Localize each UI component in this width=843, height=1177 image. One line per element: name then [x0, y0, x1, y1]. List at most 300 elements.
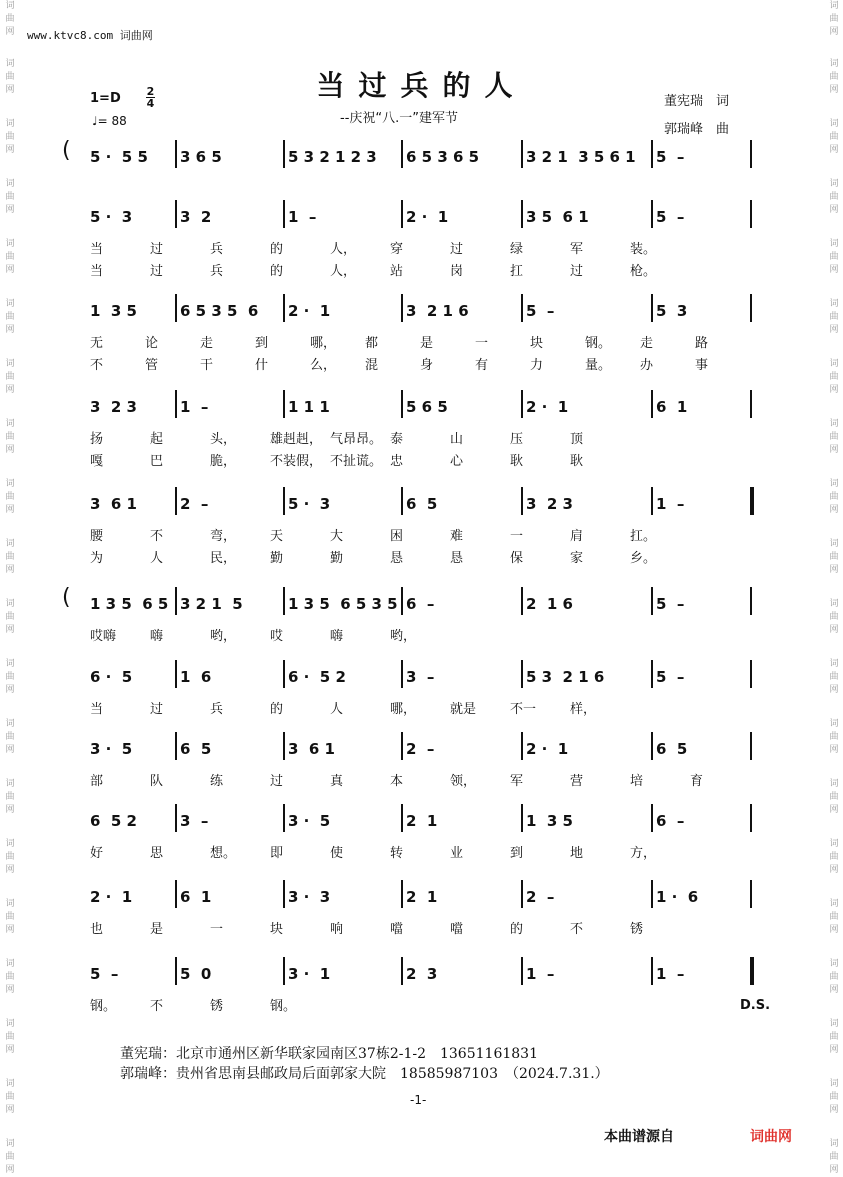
lyric-word: 民，	[210, 551, 237, 566]
lyric-word: 绿	[510, 242, 524, 257]
measure-notes: 1 · 6	[656, 888, 699, 906]
lyrics-row-1	[60, 625, 770, 643]
lyric-word: 站	[390, 264, 404, 279]
barline	[521, 804, 523, 832]
watermark-text: 词曲网	[829, 59, 839, 95]
measure-notes: 2 1	[406, 812, 438, 830]
notes-row	[60, 740, 770, 766]
barline	[750, 294, 752, 322]
lyric-word: 山	[450, 432, 464, 447]
measure-notes: 5 –	[656, 668, 685, 686]
measure-notes: 2 –	[180, 495, 209, 513]
lyrics-row-1	[60, 525, 770, 543]
measure-notes: 2 3	[406, 965, 438, 983]
measure-notes: 5 3 2 1 6	[526, 668, 605, 686]
lyric-word: 锈	[210, 999, 224, 1014]
measure-notes: 3 6 1	[90, 495, 137, 513]
barline	[750, 200, 752, 228]
barline	[521, 200, 523, 228]
watermark-text: 词曲网	[5, 299, 15, 335]
lyric-word: 乡。	[630, 551, 657, 566]
lyrics-row-1	[60, 842, 770, 860]
lyrics-row-1	[60, 698, 770, 716]
barline	[651, 390, 653, 418]
lyric-word: 练	[210, 774, 224, 789]
lyrics-row-1	[60, 428, 770, 446]
measure-notes: 2 · 1	[406, 208, 449, 226]
barline	[401, 957, 403, 985]
lyrics-row-2	[60, 450, 770, 468]
lyric-word: 营	[570, 774, 584, 789]
barline	[401, 587, 403, 615]
watermark-text: 词曲网	[5, 779, 15, 815]
lyric-word: 思	[150, 846, 164, 861]
lyric-word: 无	[90, 336, 104, 351]
barline	[750, 390, 752, 418]
watermark-text: 词曲网	[829, 959, 839, 995]
lyric-word: 样，	[570, 702, 597, 717]
notes-row	[60, 812, 770, 838]
watermark-text: 词曲网	[829, 359, 839, 395]
measure-notes: 1 6	[180, 668, 212, 686]
measure-notes: 2 · 1	[526, 398, 569, 416]
barline	[750, 957, 754, 985]
lyric-word: 混	[365, 358, 379, 373]
measure-notes: 3 6 1	[288, 740, 335, 758]
barline	[651, 660, 653, 688]
barline	[283, 587, 285, 615]
watermark-text: 词曲网	[5, 479, 15, 515]
lyric-word: 的	[270, 264, 284, 279]
lyric-word: 一	[210, 922, 224, 937]
watermark-text: 词曲网	[5, 1019, 15, 1055]
barline	[521, 487, 523, 515]
barline	[283, 804, 285, 832]
watermark-text: 词曲网	[829, 1139, 839, 1175]
page-number: -1-	[410, 1093, 427, 1107]
lyric-word: 过	[570, 264, 584, 279]
lyric-word: 本	[390, 774, 404, 789]
barline	[283, 487, 285, 515]
lyric-word: 的	[270, 242, 284, 257]
watermark-text: 词曲网	[5, 239, 15, 275]
watermark-text: 词曲网	[5, 839, 15, 875]
lyric-word: 哟，	[210, 629, 237, 644]
lyric-word: 就是	[450, 702, 477, 717]
lyric-word: 扛	[510, 264, 524, 279]
lyric-word: 的	[510, 922, 524, 937]
lyric-word: 路	[695, 336, 709, 351]
lyric-word: 人	[330, 702, 344, 717]
barline	[521, 732, 523, 760]
measure-notes: 6 –	[656, 812, 685, 830]
measure-notes: 1 –	[656, 965, 685, 983]
measure-notes: 3 2	[180, 208, 212, 226]
measure-notes: 3 2 1 5	[180, 595, 243, 613]
measure-notes: 5 –	[526, 302, 555, 320]
watermark-text: 词曲网	[5, 419, 15, 455]
lyric-word: 嗨	[330, 629, 344, 644]
barline	[283, 294, 285, 322]
tempo-mark: ♩= 88	[92, 114, 127, 128]
measure-notes: 6 5	[180, 740, 212, 758]
watermark-text: 词曲网	[5, 59, 15, 95]
watermark-text: 词曲网	[5, 179, 15, 215]
measure-notes: 1 –	[180, 398, 209, 416]
barline	[283, 390, 285, 418]
barline	[175, 294, 177, 322]
measure-notes: 5 –	[656, 148, 685, 166]
measure-notes: 6 5 2	[90, 812, 137, 830]
barline	[175, 660, 177, 688]
lyric-word: 干	[200, 358, 214, 373]
watermark-text: 词曲网	[5, 1139, 15, 1175]
lyrics-row-1	[60, 332, 770, 350]
lyric-word: 过	[150, 264, 164, 279]
lyric-word: 扬	[90, 432, 104, 447]
lyrics-row-2	[60, 547, 770, 565]
barline	[750, 487, 754, 515]
barline	[521, 140, 523, 168]
watermark-text: 词曲网	[5, 119, 15, 155]
watermark-text: 词曲网	[5, 659, 15, 695]
lyric-word: 什	[255, 358, 269, 373]
lyricist-credit: 董宪瑞 词	[664, 94, 730, 109]
lyric-word: 是	[420, 336, 434, 351]
watermark-text: 词曲网	[829, 1, 839, 37]
lyric-word: 好	[90, 846, 104, 861]
repeat-paren-open: (	[62, 585, 71, 610]
measure-notes: 5 0	[180, 965, 212, 983]
lyrics-row-1	[60, 995, 770, 1013]
lyric-word: 噹	[450, 922, 464, 937]
lyric-word: 困	[390, 529, 404, 544]
lyric-word: 耿	[510, 454, 524, 469]
lyric-word: 保	[510, 551, 524, 566]
watermark-text: 词曲网	[5, 1, 15, 37]
watermark-text: 词曲网	[829, 299, 839, 335]
lyric-word: 是	[150, 922, 164, 937]
measure-notes: 5 3	[656, 302, 688, 320]
measure-notes: 1 –	[656, 495, 685, 513]
measure-notes: 5 –	[90, 965, 119, 983]
lyrics-row-2	[60, 260, 770, 278]
watermark-text: 词曲网	[5, 719, 15, 755]
lyric-word: 的	[270, 702, 284, 717]
barline	[175, 200, 177, 228]
notes-row	[60, 888, 770, 914]
lyric-word: 想。	[210, 846, 237, 861]
watermark-text: 词曲网	[829, 599, 839, 635]
barline	[651, 294, 653, 322]
measure-notes: 5 · 3	[90, 208, 133, 226]
time-signature	[146, 86, 155, 109]
lyric-word: 嘎	[90, 454, 104, 469]
watermark-text: 词曲网	[829, 479, 839, 515]
notes-row	[60, 585, 770, 621]
lyric-word: 有	[475, 358, 489, 373]
barline	[750, 140, 752, 168]
watermark-text: 词曲网	[5, 359, 15, 395]
lyric-word: 泰	[390, 432, 404, 447]
measure-notes: 5 6 5	[406, 398, 448, 416]
lyric-word: 耿	[570, 454, 584, 469]
lyric-word: 块	[270, 922, 284, 937]
footer-line-1: 董宪瑞：北京市通州区新华联家园南区37栋2-1-2 13651161831	[120, 1046, 538, 1062]
measure-notes: 3 2 1 6	[406, 302, 469, 320]
lyric-word: 气昂昂。	[330, 432, 383, 447]
barline	[401, 487, 403, 515]
watermark-text: 词曲网	[5, 899, 15, 935]
lyric-word: 使	[330, 846, 344, 861]
lyric-word: 勤	[330, 551, 344, 566]
measure-notes: 1 –	[288, 208, 317, 226]
lyric-word: 不	[570, 922, 584, 937]
barline	[750, 732, 752, 760]
site-url[interactable]: www.ktvc8.com 词曲网	[27, 29, 153, 42]
lyric-word: 人，	[330, 242, 357, 257]
lyric-word: 转	[390, 846, 404, 861]
barline	[401, 140, 403, 168]
measure-notes: 6 1	[180, 888, 212, 906]
lyric-word: 腰	[90, 529, 104, 544]
measure-notes: 3 · 1	[288, 965, 331, 983]
lyric-word: 钢。	[90, 999, 117, 1014]
barline	[283, 200, 285, 228]
barline	[750, 660, 752, 688]
barline	[401, 200, 403, 228]
measure-notes: 2 –	[406, 740, 435, 758]
barline	[401, 294, 403, 322]
notes-row	[60, 668, 770, 694]
lyric-word: 事	[695, 358, 709, 373]
measure-notes: 6 · 5 2	[288, 668, 346, 686]
measure-notes: 6 5 3 6 5	[406, 148, 480, 166]
lyric-word: 管	[145, 358, 159, 373]
lyric-word: 地	[570, 846, 584, 861]
lyric-word: 走	[200, 336, 214, 351]
barline	[175, 487, 177, 515]
barline	[651, 957, 653, 985]
measure-notes: 1 3 5	[90, 302, 137, 320]
lyric-word: 业	[450, 846, 464, 861]
lyric-word: 哎嗨	[90, 629, 117, 644]
source-site-link[interactable]: 词曲网	[750, 1129, 792, 1145]
barline	[283, 732, 285, 760]
lyric-word: 当	[90, 242, 104, 257]
measure-notes: 1 3 5 6 5	[90, 595, 169, 613]
lyric-word: 当	[90, 264, 104, 279]
barline	[750, 880, 752, 908]
watermark-text: 词曲网	[829, 899, 839, 935]
measure-notes: 3 · 5	[288, 812, 331, 830]
composer-credit: 郭瑞峰 曲	[664, 122, 730, 137]
lyric-word: 脆，	[210, 454, 237, 469]
lyric-word: 兵	[210, 702, 224, 717]
measure-notes: 3 2 1 3 5 6 1	[526, 148, 636, 166]
lyric-word: 方，	[630, 846, 657, 861]
source-label: 本曲谱源自	[604, 1129, 674, 1145]
lyric-word: 培	[630, 774, 644, 789]
lyric-word: 恳	[390, 551, 404, 566]
lyric-word: 大	[330, 529, 344, 544]
measure-notes: 3 · 5	[90, 740, 133, 758]
measure-notes: 6 5	[406, 495, 438, 513]
lyric-word: 噹	[390, 922, 404, 937]
lyric-word: 身	[420, 358, 434, 373]
lyric-word: 锈	[630, 922, 644, 937]
lyric-word: 哟，	[390, 629, 417, 644]
measure-notes: 1 1 1	[288, 398, 330, 416]
lyric-word: 办	[640, 358, 654, 373]
ds-mark: D.S.	[740, 998, 771, 1013]
lyric-word: 头，	[210, 432, 237, 447]
lyric-word: 队	[150, 774, 164, 789]
lyric-word: 部	[90, 774, 104, 789]
lyric-word: 雄赳赳，	[270, 432, 323, 447]
lyric-word: 到	[510, 846, 524, 861]
key-signature: 1=D	[90, 91, 121, 106]
measure-notes: 5 · 3	[288, 495, 331, 513]
watermark-text: 词曲网	[829, 719, 839, 755]
barline	[175, 957, 177, 985]
meter-top: 2	[146, 85, 155, 98]
lyric-word: 量。	[585, 358, 612, 373]
measure-notes: 3 –	[180, 812, 209, 830]
lyric-word: 压	[510, 432, 524, 447]
lyric-word: 军	[570, 242, 584, 257]
footer-line-2: 郭瑞峰：贵州省思南县邮政局后面郭家大院 18585987103 （2024.7.31.）	[120, 1066, 609, 1082]
lyrics-row-1	[60, 238, 770, 256]
lyric-word: 不一	[510, 702, 537, 717]
lyric-word: 都	[365, 336, 379, 351]
lyric-word: 领，	[450, 774, 477, 789]
watermark-text: 词曲网	[829, 419, 839, 455]
watermark-text: 词曲网	[829, 539, 839, 575]
measure-notes: 6 –	[406, 595, 435, 613]
lyric-word: 肩	[570, 529, 584, 544]
barline	[521, 587, 523, 615]
barline	[401, 660, 403, 688]
barline	[521, 294, 523, 322]
notes-row	[60, 208, 770, 234]
lyric-word: 枪。	[630, 264, 657, 279]
lyric-word: 哪，	[390, 702, 417, 717]
lyric-word: 钢。	[270, 999, 297, 1014]
lyric-word: 到	[255, 336, 269, 351]
lyric-word: 人，	[330, 264, 357, 279]
lyric-word: 扛。	[630, 529, 657, 544]
measure-notes: 6 1	[656, 398, 688, 416]
lyric-word: 兵	[210, 242, 224, 257]
lyric-word: 不装假，	[270, 454, 323, 469]
lyric-word: 岗	[450, 264, 464, 279]
barline	[175, 140, 177, 168]
watermark-text: 词曲网	[829, 1079, 839, 1115]
barline	[651, 804, 653, 832]
lyric-word: 不	[150, 529, 164, 544]
lyric-word: 响	[330, 922, 344, 937]
barline	[175, 390, 177, 418]
measure-notes: 1 3 5	[526, 812, 573, 830]
measure-notes: 3 –	[406, 668, 435, 686]
lyric-word: 钢。	[585, 336, 612, 351]
watermark-text: 词曲网	[5, 959, 15, 995]
notes-row	[60, 398, 770, 424]
lyric-word: 忠	[390, 454, 404, 469]
lyric-word: 不扯谎。	[330, 454, 383, 469]
barline	[651, 880, 653, 908]
lyric-word: 哪，	[310, 336, 337, 351]
watermark-text: 词曲网	[829, 1019, 839, 1055]
barline	[175, 880, 177, 908]
lyric-word: 恳	[450, 551, 464, 566]
lyrics-row-1	[60, 770, 770, 788]
lyric-word: 走	[640, 336, 654, 351]
barline	[175, 587, 177, 615]
lyrics-row-1	[60, 918, 770, 936]
barline	[521, 957, 523, 985]
barline	[401, 390, 403, 418]
lyric-word: 论	[145, 336, 159, 351]
measure-notes: 2 · 1	[288, 302, 331, 320]
lyric-word: 天	[270, 529, 284, 544]
lyric-word: 难	[450, 529, 464, 544]
barline	[750, 587, 752, 615]
lyric-word: 也	[90, 922, 104, 937]
lyric-word: 心	[450, 454, 464, 469]
lyric-word: 哎	[270, 629, 284, 644]
watermark-text: 词曲网	[829, 779, 839, 815]
barline	[651, 587, 653, 615]
lyric-word: 过	[150, 702, 164, 717]
barline	[651, 487, 653, 515]
song-title: 当过兵的人	[316, 69, 527, 102]
measure-notes: 3 · 3	[288, 888, 331, 906]
measure-notes: 3 2 3	[526, 495, 573, 513]
repeat-paren-open: (	[62, 138, 71, 163]
barline	[651, 140, 653, 168]
watermark-text: 词曲网	[5, 539, 15, 575]
lyric-word: 穿	[390, 242, 404, 257]
notes-row	[60, 965, 770, 991]
lyric-word: 嗨	[150, 629, 164, 644]
lyric-word: 起	[150, 432, 164, 447]
lyric-word: 真	[330, 774, 344, 789]
lyric-word: 力	[530, 358, 544, 373]
lyric-word: 弯，	[210, 529, 237, 544]
lyric-word: 勤	[270, 551, 284, 566]
measure-notes: 3 5 6 1	[526, 208, 589, 226]
meter-bottom: 4	[146, 97, 155, 110]
measure-notes: 2 1 6	[526, 595, 573, 613]
lyric-word: 兵	[210, 264, 224, 279]
lyric-word: 不	[150, 999, 164, 1014]
barline	[283, 957, 285, 985]
notes-row	[60, 138, 770, 174]
watermark-text: 词曲网	[829, 119, 839, 155]
measure-notes: 6 5	[656, 740, 688, 758]
barline	[283, 660, 285, 688]
measure-notes: 6 5 3 5 6	[180, 302, 259, 320]
barline	[521, 660, 523, 688]
watermark-text: 词曲网	[5, 1079, 15, 1115]
notes-row	[60, 495, 770, 521]
measure-notes: 1 3 5 6 5 3 5	[288, 595, 398, 613]
lyric-word: 么，	[310, 358, 337, 373]
barline	[750, 804, 752, 832]
watermark-text: 词曲网	[829, 839, 839, 875]
